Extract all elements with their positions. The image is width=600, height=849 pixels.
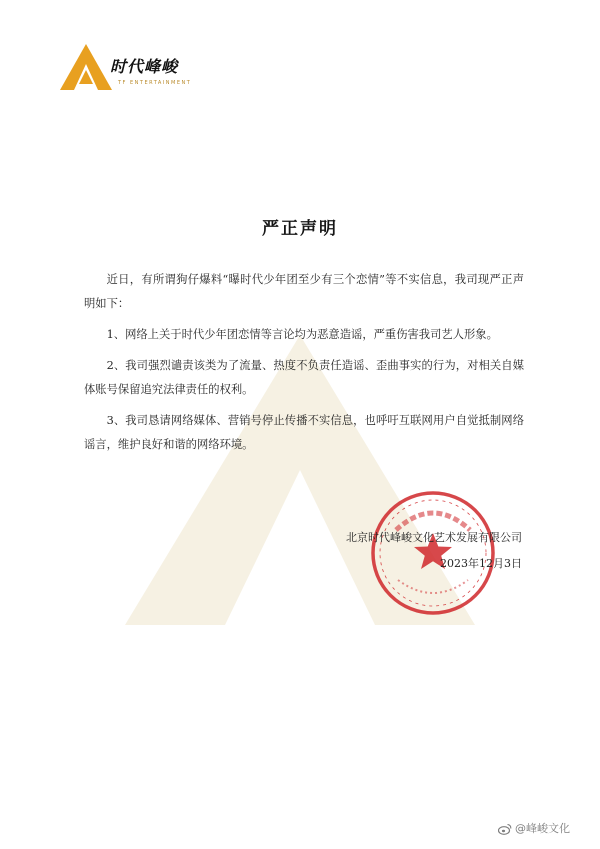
- paragraph-point-1: 1、网络上关于时代少年团恋情等言论均为恶意造谣，严重伤害我司艺人形象。: [106, 328, 498, 341]
- logo-triangle-icon: [60, 40, 116, 96]
- paragraph-intro: 近日，有所谓狗仔爆料“曝时代少年团至少有三个恋情”等不实信息，我司现严正声明如下：: [84, 273, 524, 310]
- logo-english-name: TF ENTERTAINMENT: [118, 80, 192, 86]
- weibo-icon: [498, 823, 512, 835]
- statement-body: [84, 268, 524, 464]
- document-title: 严正声明: [262, 219, 338, 239]
- signature-company: 北京时代峰峻文化艺术发展有限公司: [346, 531, 522, 544]
- logo-chinese-name: 时代峰峻: [110, 57, 179, 76]
- paragraph-point-3: 3、我司恳请网络媒体、营销号停止传播不实信息，也呼吁互联网用户自觉抵制网络谣言，维护良好和谐的网络环境。: [84, 414, 524, 451]
- weibo-handle: @峰峻文化: [515, 822, 570, 835]
- signature-block: [0, 525, 522, 577]
- company-logo: [60, 40, 200, 100]
- signature-date: 2023年12月3日: [440, 557, 522, 570]
- paragraph-point-2: 2、我司强烈谴责该类为了流量、热度不负责任造谣、歪曲事实的行为，对相关自媒体账号保留追究法律责任的权利。: [84, 359, 524, 396]
- weibo-watermark: [498, 820, 570, 836]
